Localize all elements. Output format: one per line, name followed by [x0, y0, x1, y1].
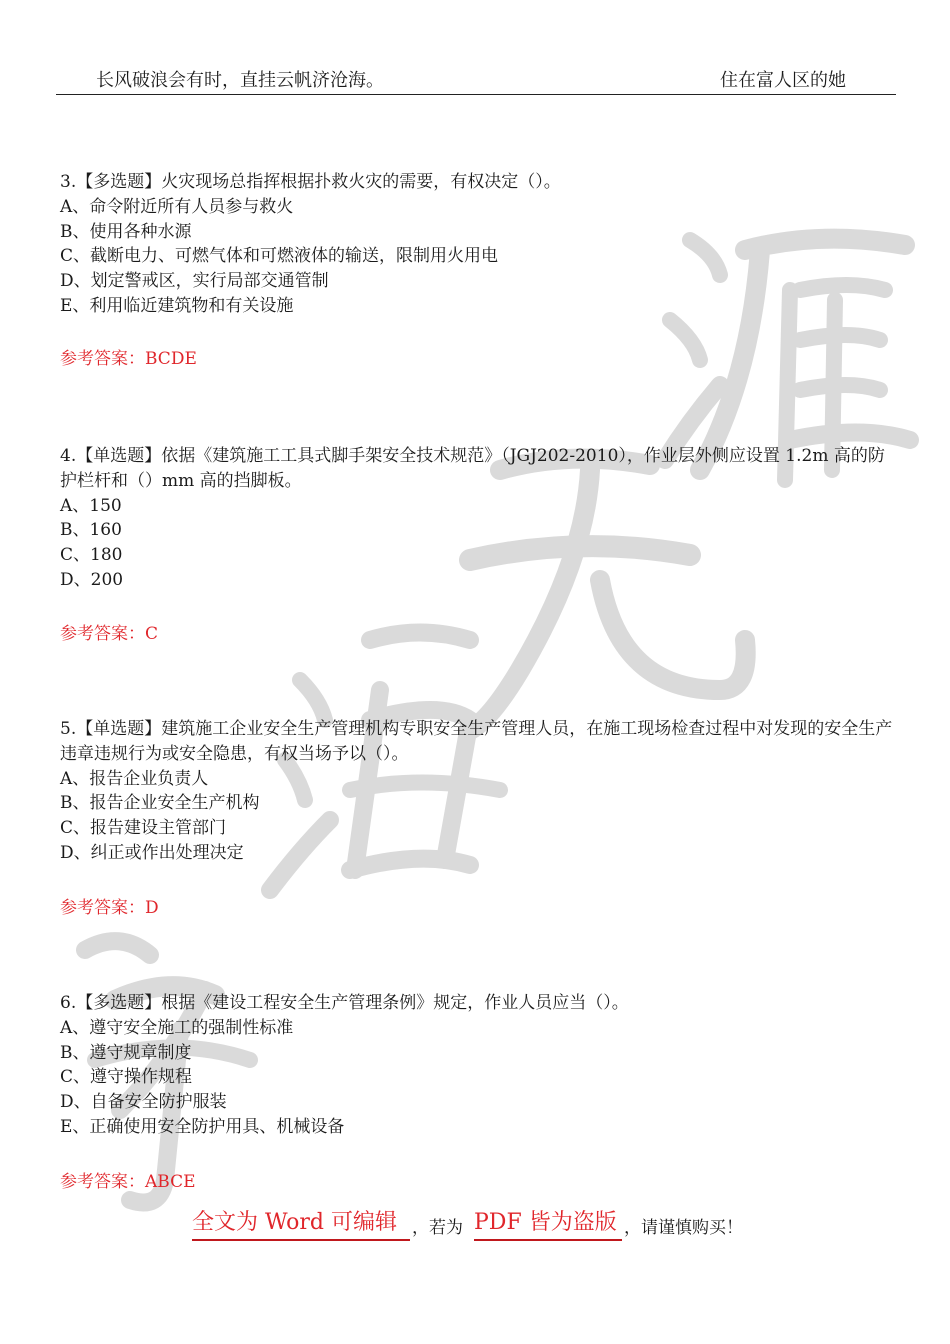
option-b: B、遵守规章制度: [60, 1042, 192, 1063]
option-b: B、160: [60, 520, 122, 541]
question-5: [60, 717, 900, 866]
option-b: B、使用各种水源: [60, 221, 192, 242]
footer-conjunction: ，若为: [412, 1218, 463, 1238]
question-3: [60, 170, 900, 319]
header-motto: 长风破浪会有时，直挂云帆济沧海。: [96, 70, 384, 91]
question-6: [60, 991, 900, 1140]
answer-4: 参考答案：C: [60, 624, 159, 644]
question-stem: 3.【多选题】火灾现场总指挥根据扑救火灾的需要，有权决定（）。: [60, 172, 561, 192]
answer-3: 参考答案：BCDE: [60, 349, 197, 369]
option-d: D、划定警戒区，实行局部交通管制: [60, 271, 329, 292]
footer-underline-2: [474, 1239, 622, 1241]
question-stem: 6.【多选题】根据《建设工程安全生产管理条例》规定，作业人员应当（）。: [60, 993, 629, 1013]
option-b: B、报告企业安全生产机构: [60, 793, 260, 814]
answer-6: 参考答案：ABCE: [60, 1172, 196, 1192]
option-a: A、150: [60, 495, 122, 516]
option-a: A、遵守安全施工的强制性标准: [60, 1017, 294, 1038]
question-stem: 4.【单选题】依据《建筑施工工具式脚手架安全技术规范》（JGJ202-2010），作业层外侧应设置 1.2m 高的防护栏杆和（）mm 高的挡脚板。: [60, 446, 885, 491]
option-c: C、180: [60, 545, 123, 566]
footer-pdf-pirated: PDF 皆为盗版: [474, 1210, 617, 1235]
footer-word-editable: 全文为 Word 可编辑: [192, 1210, 397, 1235]
option-d: D、200: [60, 569, 124, 590]
option-e: E、正确使用安全防护用具、机械设备: [60, 1116, 345, 1137]
page-header: [56, 64, 896, 95]
option-c: C、遵守操作规程: [60, 1067, 193, 1088]
option-e: E、利用临近建筑物和有关设施: [60, 295, 294, 316]
option-a: A、报告企业负责人: [60, 768, 209, 789]
footer-caution: ，请谨慎购买！: [624, 1218, 743, 1238]
question-4: [60, 444, 900, 593]
option-d: D、自备安全防护服装: [60, 1092, 227, 1113]
question-stem: 5.【单选题】建筑施工企业安全生产管理机构专职安全生产管理人员，在施工现场检查过程中对发现的安全生产违章违规行为或安全隐患，有权当场予以（）。: [60, 719, 893, 764]
option-a: A、命令附近所有人员参与救火: [60, 196, 294, 217]
header-author: 住在富人区的她: [720, 70, 846, 91]
option-d: D、纠正或作出处理决定: [60, 842, 244, 863]
footer-underline-1: [192, 1239, 410, 1241]
option-c: C、报告建设主管部门: [60, 818, 227, 839]
footer-notice: [192, 1205, 792, 1245]
option-c: C、截断电力、可燃气体和可燃液体的输送，限制用火用电: [60, 246, 499, 267]
answer-5: 参考答案：D: [60, 898, 159, 918]
